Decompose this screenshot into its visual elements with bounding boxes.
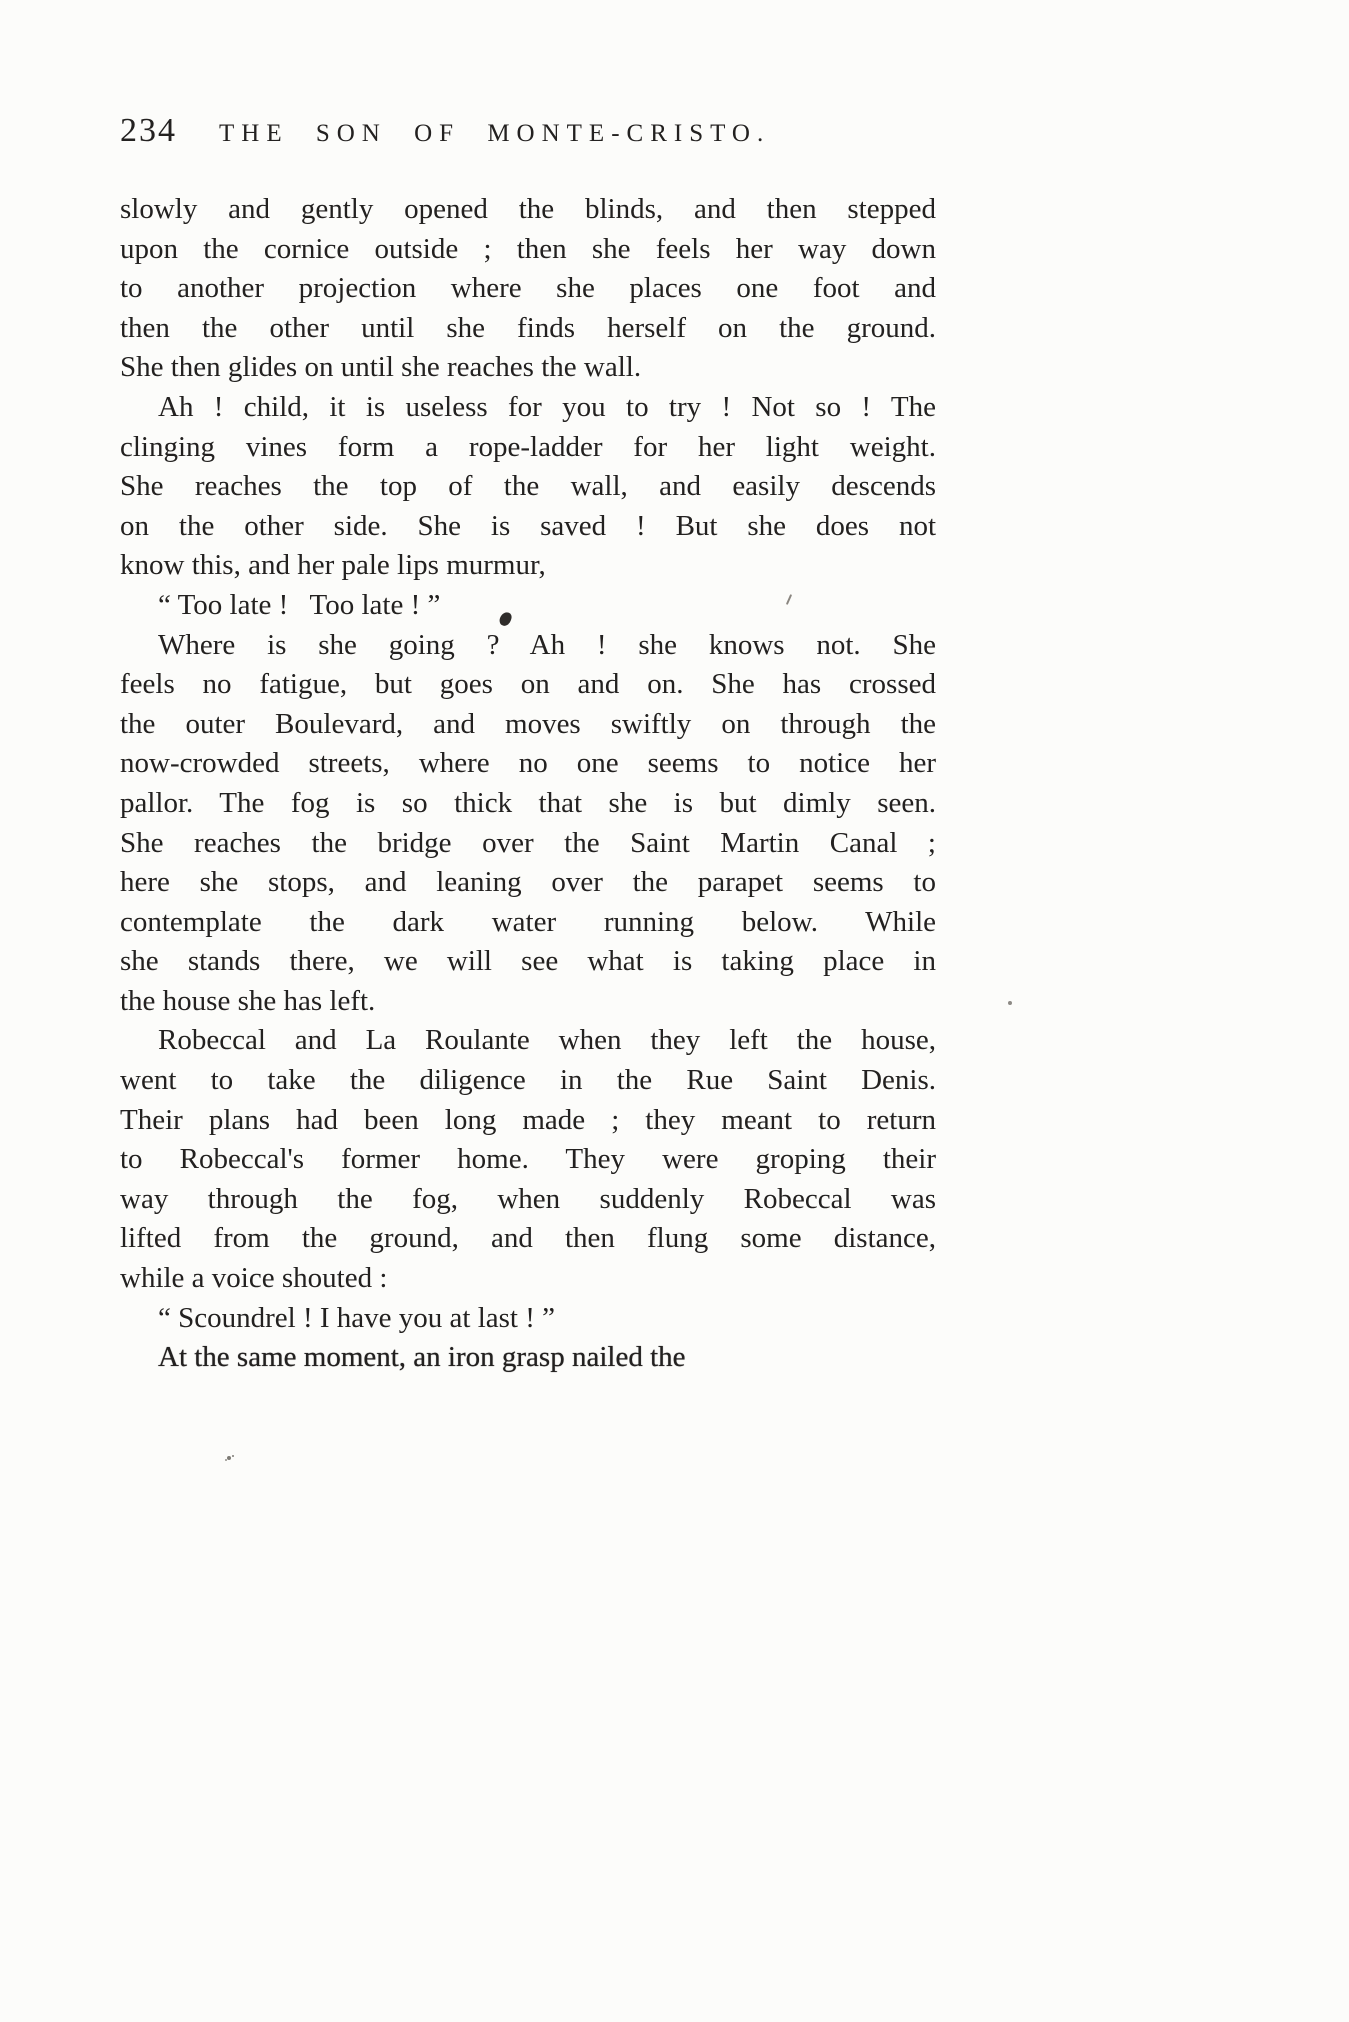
text-line: Where is she going ? Ah ! she knows not. She bbox=[158, 628, 936, 661]
text-line: the house she has left. bbox=[120, 984, 376, 1017]
scan-dot-artifact bbox=[1008, 1001, 1012, 1005]
text-line: while a voice shouted : bbox=[120, 1262, 388, 1295]
text-line: “ Scoundrel ! I have you at last ! ” bbox=[158, 1301, 555, 1334]
text-line: She reaches the bridge over the Saint Martin Canal ; bbox=[120, 826, 936, 859]
text-line: slowly and gently opened the blinds, and then stepped bbox=[120, 193, 936, 225]
text-line: to Robeccal's former home. They were groping their bbox=[120, 1143, 936, 1176]
text-line: way through the fog, when suddenly Robeccal was bbox=[120, 1182, 936, 1215]
page-number: 234 bbox=[120, 112, 177, 149]
text-line: Ah ! child, it is useless for you to try ! Not so ! The bbox=[158, 390, 936, 423]
text-line: contemplate the dark water running below. While bbox=[120, 905, 936, 938]
scan-speck-artifact bbox=[227, 1456, 231, 1460]
text-line: Robeccal and La Roulante when they left the house, bbox=[158, 1024, 936, 1057]
text-line: Their plans had been long made ; they meant to return bbox=[120, 1103, 936, 1136]
text-line: now-crowded streets, where no one seems to notice her bbox=[120, 747, 936, 780]
text-line: pallor. The fog is so thick that she is but dimly seen. bbox=[120, 786, 936, 819]
page-header bbox=[120, 112, 936, 150]
text-line: At the same moment, an iron grasp nailed the bbox=[158, 1341, 686, 1374]
text-line: the outer Boulevard, and moves swiftly on through the bbox=[120, 707, 936, 740]
text-line: “ Too late ! Too late ! ” bbox=[158, 588, 441, 621]
text-line: lifted from the ground, and then flung some distance, bbox=[120, 1222, 936, 1255]
text-line: then the other until she finds herself on the ground. bbox=[120, 311, 936, 344]
text-line: upon the cornice outside ; then she feels her way down bbox=[120, 232, 936, 265]
text-line: she stands there, we will see what is taking place in bbox=[120, 945, 936, 978]
text-body bbox=[120, 190, 936, 1378]
text-line: She reaches the top of the wall, and easily descends bbox=[120, 470, 936, 503]
text-line: feels no fatigue, but goes on and on. She has crossed bbox=[120, 668, 936, 701]
text-line: She then glides on until she reaches the wall. bbox=[120, 351, 642, 384]
text-line: went to take the diligence in the Rue Saint Denis. bbox=[120, 1064, 936, 1097]
text-line: here she stops, and leaning over the parapet seems to bbox=[120, 866, 936, 899]
text-line: know this, and her pale lips murmur, bbox=[120, 549, 546, 582]
running-title: THE SON OF MONTE-CRISTO. bbox=[219, 120, 771, 147]
text-line: clinging vines form a rope-ladder for her light weight. bbox=[120, 430, 936, 463]
text-line: on the other side. She is saved ! But she does not bbox=[120, 509, 936, 542]
text-line: to another projection where she places one foot and bbox=[120, 272, 936, 305]
